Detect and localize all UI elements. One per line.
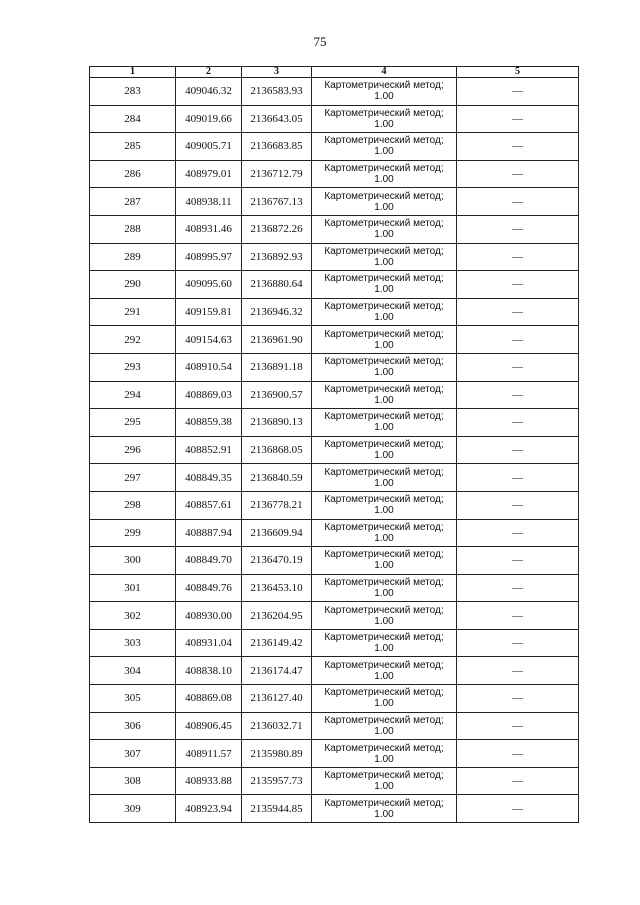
method-cell — [312, 464, 457, 492]
method-cell — [312, 215, 457, 243]
y-coordinate-cell: 2136890.13 — [242, 409, 312, 437]
point-number-cell: 285 — [90, 133, 176, 161]
method-cell — [312, 105, 457, 133]
method-cell — [312, 188, 457, 216]
point-number-cell: 301 — [90, 574, 176, 602]
x-coordinate-cell: 408852.91 — [176, 436, 242, 464]
table-row — [90, 519, 579, 547]
table-row — [90, 436, 579, 464]
method-label: Картометрический метод; — [324, 466, 444, 478]
point-number-cell: 295 — [90, 409, 176, 437]
method-label: Картометрический метод; — [324, 273, 444, 285]
method-cell — [312, 381, 457, 409]
table-row — [90, 326, 579, 354]
note-cell: — — [457, 491, 579, 519]
x-coordinate-cell: 408938.11 — [176, 188, 242, 216]
precision-value: 1.00 — [374, 394, 394, 406]
point-number-cell: 296 — [90, 436, 176, 464]
y-coordinate-cell: 2136609.94 — [242, 519, 312, 547]
table-row — [90, 491, 579, 519]
method-label: Картометрический метод; — [324, 770, 444, 782]
note-cell: — — [457, 629, 579, 657]
table-body — [90, 78, 579, 823]
point-number-cell: 300 — [90, 547, 176, 575]
precision-value: 1.00 — [374, 781, 394, 793]
x-coordinate-cell: 408849.76 — [176, 574, 242, 602]
method-label: Картометрический метод; — [324, 604, 444, 616]
method-label: Картометрический метод; — [324, 576, 444, 588]
y-coordinate-cell: 2135980.89 — [242, 740, 312, 768]
x-coordinate-cell: 408931.46 — [176, 215, 242, 243]
method-label: Картометрический метод; — [324, 797, 444, 809]
y-coordinate-cell: 2136868.05 — [242, 436, 312, 464]
x-coordinate-cell: 408906.45 — [176, 712, 242, 740]
table-row — [90, 464, 579, 492]
table-row — [90, 712, 579, 740]
precision-value: 1.00 — [374, 753, 394, 765]
y-coordinate-cell: 2136127.40 — [242, 685, 312, 713]
note-cell: — — [457, 381, 579, 409]
table-row — [90, 243, 579, 271]
y-coordinate-cell: 2136892.93 — [242, 243, 312, 271]
note-cell: — — [457, 436, 579, 464]
method-label: Картометрический метод; — [324, 494, 444, 506]
precision-value: 1.00 — [374, 174, 394, 186]
point-number-cell: 284 — [90, 105, 176, 133]
method-cell — [312, 740, 457, 768]
point-number-cell: 283 — [90, 78, 176, 106]
x-coordinate-cell: 408887.94 — [176, 519, 242, 547]
note-cell: — — [457, 188, 579, 216]
method-label: Картометрический метод; — [324, 521, 444, 533]
y-coordinate-cell: 2136204.95 — [242, 602, 312, 630]
table-row — [90, 685, 579, 713]
note-cell: — — [457, 298, 579, 326]
note-cell: — — [457, 657, 579, 685]
method-cell — [312, 685, 457, 713]
table-row — [90, 409, 579, 437]
x-coordinate-cell: 408869.08 — [176, 685, 242, 713]
y-coordinate-cell: 2136583.93 — [242, 78, 312, 106]
y-coordinate-cell: 2136712.79 — [242, 160, 312, 188]
method-label: Картометрический метод; — [324, 190, 444, 202]
point-number-cell: 302 — [90, 602, 176, 630]
method-cell — [312, 271, 457, 299]
table-row — [90, 271, 579, 299]
column-header: 5 — [457, 67, 579, 78]
method-label: Картометрический метод; — [324, 163, 444, 175]
y-coordinate-cell: 2136470.19 — [242, 547, 312, 575]
y-coordinate-cell: 2136778.21 — [242, 491, 312, 519]
note-cell: — — [457, 409, 579, 437]
x-coordinate-cell: 409159.81 — [176, 298, 242, 326]
precision-value: 1.00 — [374, 118, 394, 130]
method-cell — [312, 574, 457, 602]
table-row — [90, 160, 579, 188]
x-coordinate-cell: 408859.38 — [176, 409, 242, 437]
x-coordinate-cell: 408857.61 — [176, 491, 242, 519]
table-row — [90, 740, 579, 768]
note-cell: — — [457, 353, 579, 381]
note-cell: — — [457, 243, 579, 271]
x-coordinate-cell: 409046.32 — [176, 78, 242, 106]
method-cell — [312, 657, 457, 685]
x-coordinate-cell: 408849.35 — [176, 464, 242, 492]
y-coordinate-cell: 2136880.64 — [242, 271, 312, 299]
point-number-cell: 286 — [90, 160, 176, 188]
table-row — [90, 574, 579, 602]
x-coordinate-cell: 408869.03 — [176, 381, 242, 409]
column-header: 4 — [312, 67, 457, 78]
column-header: 2 — [176, 67, 242, 78]
point-number-cell: 292 — [90, 326, 176, 354]
x-coordinate-cell: 408931.04 — [176, 629, 242, 657]
table-row — [90, 795, 579, 823]
header-row — [90, 67, 579, 78]
point-number-cell: 289 — [90, 243, 176, 271]
table-row — [90, 188, 579, 216]
precision-value: 1.00 — [374, 367, 394, 379]
y-coordinate-cell: 2136149.42 — [242, 629, 312, 657]
point-number-cell: 299 — [90, 519, 176, 547]
table-row — [90, 381, 579, 409]
point-number-cell: 290 — [90, 271, 176, 299]
y-coordinate-cell: 2136891.18 — [242, 353, 312, 381]
method-cell — [312, 547, 457, 575]
precision-value: 1.00 — [374, 422, 394, 434]
precision-value: 1.00 — [374, 477, 394, 489]
point-number-cell: 287 — [90, 188, 176, 216]
method-cell — [312, 243, 457, 271]
point-number-cell: 298 — [90, 491, 176, 519]
point-number-cell: 308 — [90, 767, 176, 795]
method-label: Картометрический метод; — [324, 245, 444, 257]
precision-value: 1.00 — [374, 560, 394, 572]
point-number-cell: 294 — [90, 381, 176, 409]
point-number-cell: 293 — [90, 353, 176, 381]
y-coordinate-cell: 2136946.32 — [242, 298, 312, 326]
method-label: Картометрический метод; — [324, 549, 444, 561]
y-coordinate-cell: 2136174.47 — [242, 657, 312, 685]
note-cell: — — [457, 740, 579, 768]
point-number-cell: 307 — [90, 740, 176, 768]
column-header: 1 — [90, 67, 176, 78]
table-row — [90, 78, 579, 106]
note-cell: — — [457, 767, 579, 795]
precision-value: 1.00 — [374, 505, 394, 517]
precision-value: 1.00 — [374, 587, 394, 599]
precision-value: 1.00 — [374, 532, 394, 544]
table-row — [90, 629, 579, 657]
method-cell — [312, 133, 457, 161]
y-coordinate-cell: 2136900.57 — [242, 381, 312, 409]
x-coordinate-cell: 408995.97 — [176, 243, 242, 271]
x-coordinate-cell: 408923.94 — [176, 795, 242, 823]
x-coordinate-cell: 408910.54 — [176, 353, 242, 381]
method-label: Картометрический метод; — [324, 687, 444, 699]
precision-value: 1.00 — [374, 284, 394, 296]
y-coordinate-cell: 2135957.73 — [242, 767, 312, 795]
precision-value: 1.00 — [374, 201, 394, 213]
method-label: Картометрический метод; — [324, 107, 444, 119]
method-label: Картометрический метод; — [324, 80, 444, 92]
x-coordinate-cell: 408930.00 — [176, 602, 242, 630]
note-cell: — — [457, 105, 579, 133]
table-row — [90, 602, 579, 630]
method-label: Картометрический метод; — [324, 301, 444, 313]
x-coordinate-cell: 408849.70 — [176, 547, 242, 575]
method-cell — [312, 602, 457, 630]
table-row — [90, 215, 579, 243]
x-coordinate-cell: 409019.66 — [176, 105, 242, 133]
precision-value: 1.00 — [374, 808, 394, 820]
x-coordinate-cell: 408838.10 — [176, 657, 242, 685]
method-cell — [312, 629, 457, 657]
precision-value: 1.00 — [374, 229, 394, 241]
method-label: Картометрический метод; — [324, 356, 444, 368]
x-coordinate-cell: 408911.57 — [176, 740, 242, 768]
method-cell — [312, 712, 457, 740]
table-row — [90, 767, 579, 795]
precision-value: 1.00 — [374, 312, 394, 324]
precision-value: 1.00 — [374, 450, 394, 462]
precision-value: 1.00 — [374, 670, 394, 682]
note-cell: — — [457, 712, 579, 740]
y-coordinate-cell: 2136767.13 — [242, 188, 312, 216]
method-cell — [312, 78, 457, 106]
table-row — [90, 547, 579, 575]
note-cell: — — [457, 78, 579, 106]
note-cell: — — [457, 215, 579, 243]
y-coordinate-cell: 2136643.05 — [242, 105, 312, 133]
method-cell — [312, 326, 457, 354]
precision-value: 1.00 — [374, 615, 394, 627]
method-label: Картометрический метод; — [324, 218, 444, 230]
table-row — [90, 298, 579, 326]
precision-value: 1.00 — [374, 91, 394, 103]
note-cell: — — [457, 685, 579, 713]
method-cell — [312, 491, 457, 519]
x-coordinate-cell: 408979.01 — [176, 160, 242, 188]
method-label: Картометрический метод; — [324, 632, 444, 644]
point-number-cell: 309 — [90, 795, 176, 823]
table-row — [90, 105, 579, 133]
x-coordinate-cell: 409154.63 — [176, 326, 242, 354]
y-coordinate-cell: 2136683.85 — [242, 133, 312, 161]
note-cell: — — [457, 602, 579, 630]
method-label: Картометрический метод; — [324, 135, 444, 147]
coordinates-table — [89, 66, 579, 823]
method-cell — [312, 436, 457, 464]
method-cell — [312, 795, 457, 823]
table-row — [90, 657, 579, 685]
precision-value: 1.00 — [374, 698, 394, 710]
note-cell: — — [457, 271, 579, 299]
method-label: Картометрический метод; — [324, 411, 444, 423]
point-number-cell: 297 — [90, 464, 176, 492]
x-coordinate-cell: 408933.88 — [176, 767, 242, 795]
note-cell: — — [457, 464, 579, 492]
method-label: Картометрический метод; — [324, 328, 444, 340]
point-number-cell: 288 — [90, 215, 176, 243]
y-coordinate-cell: 2135944.85 — [242, 795, 312, 823]
method-cell — [312, 298, 457, 326]
table-row — [90, 133, 579, 161]
precision-value: 1.00 — [374, 256, 394, 268]
table-row — [90, 353, 579, 381]
method-label: Картометрический метод; — [324, 714, 444, 726]
precision-value: 1.00 — [374, 643, 394, 655]
note-cell: — — [457, 160, 579, 188]
precision-value: 1.00 — [374, 725, 394, 737]
method-cell — [312, 353, 457, 381]
y-coordinate-cell: 2136840.59 — [242, 464, 312, 492]
point-number-cell: 291 — [90, 298, 176, 326]
method-label: Картометрический метод; — [324, 742, 444, 754]
point-number-cell: 303 — [90, 629, 176, 657]
y-coordinate-cell: 2136032.71 — [242, 712, 312, 740]
note-cell: — — [457, 133, 579, 161]
y-coordinate-cell: 2136453.10 — [242, 574, 312, 602]
method-cell — [312, 409, 457, 437]
method-label: Картометрический метод; — [324, 659, 444, 671]
precision-value: 1.00 — [374, 339, 394, 351]
method-cell — [312, 160, 457, 188]
method-label: Картометрический метод; — [324, 439, 444, 451]
method-cell — [312, 767, 457, 795]
page-number: 75 — [313, 34, 327, 49]
note-cell: — — [457, 795, 579, 823]
x-coordinate-cell: 409095.60 — [176, 271, 242, 299]
y-coordinate-cell: 2136872.26 — [242, 215, 312, 243]
y-coordinate-cell: 2136961.90 — [242, 326, 312, 354]
point-number-cell: 305 — [90, 685, 176, 713]
note-cell: — — [457, 547, 579, 575]
method-cell — [312, 519, 457, 547]
precision-value: 1.00 — [374, 146, 394, 158]
x-coordinate-cell: 409005.71 — [176, 133, 242, 161]
note-cell: — — [457, 519, 579, 547]
method-label: Картометрический метод; — [324, 383, 444, 395]
note-cell: — — [457, 326, 579, 354]
point-number-cell: 304 — [90, 657, 176, 685]
column-header: 3 — [242, 67, 312, 78]
point-number-cell: 306 — [90, 712, 176, 740]
note-cell: — — [457, 574, 579, 602]
